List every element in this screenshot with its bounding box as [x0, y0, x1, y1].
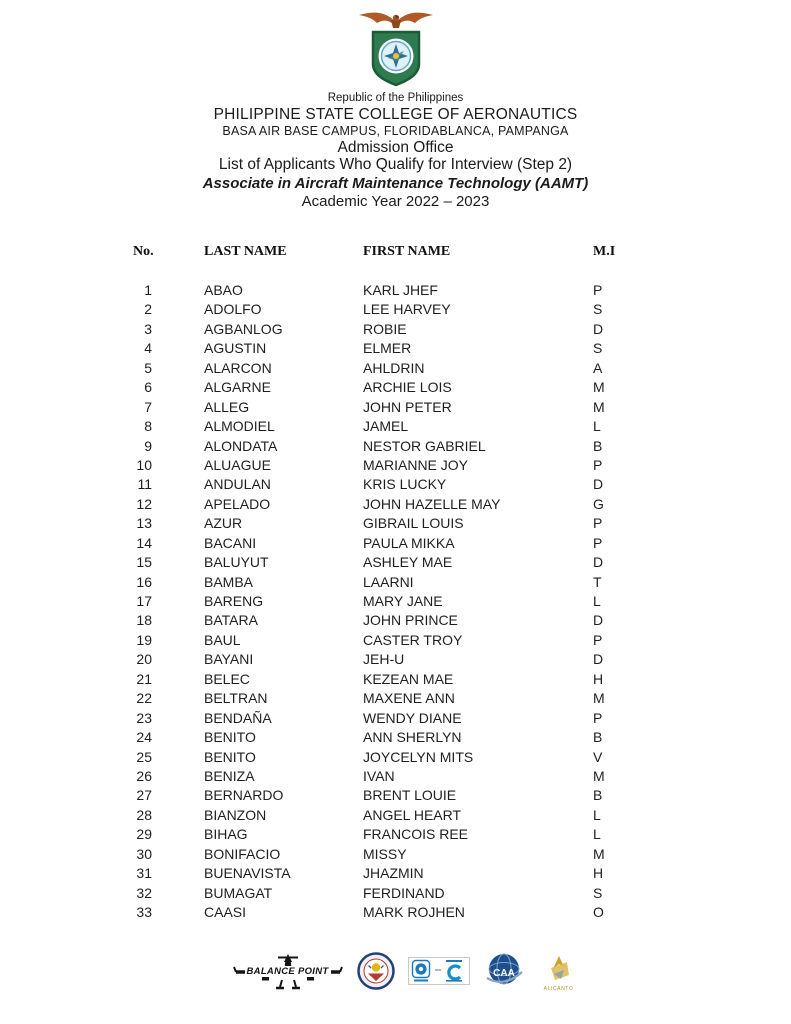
cell-middle-initial: M [593, 379, 605, 396]
academic-year: Academic Year 2022 – 2023 [301, 193, 490, 210]
cell-number: 14 [136, 534, 152, 551]
cell-number: 4 [144, 340, 152, 357]
cell-middle-initial: H [593, 865, 604, 882]
cell-middle-initial: D [593, 320, 604, 337]
table-row [122, 439, 662, 458]
balance-point-label: BALANCE POINT [246, 965, 329, 977]
cell-number: 29 [136, 826, 152, 843]
philippine-seal-logo [357, 952, 395, 995]
cell-last-name: ANDULAN [204, 476, 271, 493]
cell-number: 33 [136, 904, 152, 920]
cell-first-name: ROBIE [363, 320, 407, 337]
cell-first-name: JOHN HAZELLE MAY [363, 495, 501, 512]
cell-number: 2 [144, 301, 152, 318]
cell-number: 30 [136, 845, 152, 862]
cell-number: 32 [136, 884, 152, 901]
table-row [122, 536, 662, 555]
caa-globe-logo [483, 950, 525, 997]
applicants-table-body [122, 283, 662, 924]
table-row [122, 827, 662, 846]
table-row [122, 613, 662, 632]
cell-first-name: JOHN PETER [363, 398, 452, 415]
cell-first-name: ASHLEY MAE [363, 554, 453, 571]
cell-middle-initial: B [593, 729, 603, 746]
table-row [122, 516, 662, 535]
cell-last-name: ALONDATA [204, 437, 278, 454]
table-row [122, 886, 662, 905]
table-row [122, 866, 662, 885]
cell-middle-initial: G [593, 495, 604, 512]
table-row [122, 730, 662, 749]
cell-first-name: IVAN [363, 767, 395, 784]
cell-middle-initial: D [593, 651, 604, 668]
cell-last-name: AGBANLOG [204, 320, 283, 337]
cell-first-name: MARY JANE [363, 593, 443, 609]
cell-middle-initial: V [593, 748, 603, 765]
cell-number: 23 [136, 709, 152, 726]
table-row [122, 341, 662, 360]
cell-first-name: MARK ROJHEN [363, 904, 465, 920]
philsca-eagle-shield-seal-icon [350, 6, 442, 95]
cell-last-name: BELTRAN [204, 690, 268, 707]
iso-certification-marks [408, 957, 470, 990]
cell-first-name: JHAZMIN [363, 865, 424, 882]
alicanto-label: ALICANTO [543, 986, 574, 992]
cell-last-name: BONIFACIO [204, 845, 281, 862]
cell-last-name: BIHAG [204, 826, 248, 843]
balance-point-airplane-logo [232, 951, 344, 997]
cell-last-name: CAASI [204, 904, 247, 920]
cell-middle-initial: S [593, 301, 603, 318]
cell-middle-initial: S [593, 884, 603, 901]
cell-last-name: BAYANI [204, 651, 254, 668]
table-row [122, 283, 662, 302]
cell-number: 9 [144, 437, 152, 454]
cell-middle-initial: P [593, 515, 603, 532]
office-line: Admission Office [337, 139, 454, 156]
caa-label: CAA [492, 968, 515, 979]
cell-middle-initial: P [593, 534, 603, 551]
cell-last-name: BAUL [204, 631, 241, 648]
cell-number: 28 [136, 806, 152, 823]
cell-last-name: ALGARNE [204, 379, 271, 396]
table-row [122, 458, 662, 477]
cell-number: 24 [136, 729, 152, 746]
cell-number: 27 [136, 787, 152, 804]
cell-first-name: LEE HARVEY [363, 301, 451, 318]
table-row [122, 477, 662, 496]
cell-middle-initial: S [593, 340, 603, 357]
cell-middle-initial: B [593, 437, 603, 454]
column-header-mi: M.I [593, 244, 616, 259]
cell-number: 21 [136, 670, 152, 687]
table-row [122, 419, 662, 438]
cell-first-name: ARCHIE LOIS [363, 379, 452, 396]
cell-number: 1 [144, 282, 152, 298]
cell-first-name: MISSY [363, 845, 407, 862]
column-header-last: LAST NAME [204, 244, 287, 259]
cell-first-name: JAMEL [363, 418, 409, 435]
table-row [122, 808, 662, 827]
cell-first-name: JEH-U [363, 651, 405, 668]
cell-first-name: JOHN PRINCE [363, 612, 458, 629]
cell-last-name: AZUR [204, 515, 243, 532]
cell-last-name: ALUAGUE [204, 456, 271, 473]
cell-first-name: BRENT LOUIE [363, 787, 457, 804]
cell-number: 11 [137, 476, 152, 493]
table-row [122, 555, 662, 574]
cell-middle-initial: L [593, 806, 601, 823]
table-row [122, 361, 662, 380]
table-row [122, 302, 662, 321]
table-row [122, 652, 662, 671]
cell-middle-initial: D [593, 612, 604, 629]
cell-middle-initial: A [593, 359, 603, 376]
cell-first-name: PAULA MIKKA [363, 534, 455, 551]
cell-middle-initial: L [593, 418, 601, 435]
cell-first-name: ANGEL HEART [363, 806, 462, 823]
table-row [122, 672, 662, 691]
cell-last-name: AGUSTIN [204, 340, 267, 357]
cell-first-name: FERDINAND [363, 884, 445, 901]
cell-number: 8 [144, 418, 152, 435]
cell-last-name: APELADO [204, 495, 271, 512]
college-name: PHILIPPINE STATE COLLEGE OF AERONAUTICS [213, 106, 578, 123]
cell-first-name: KARL JHEF [363, 282, 438, 298]
cell-number: 10 [136, 456, 152, 473]
cell-last-name: BERNARDO [204, 787, 284, 804]
cell-number: 17 [136, 593, 152, 609]
footer-logos [10, 950, 791, 997]
cell-number: 16 [136, 573, 152, 590]
cell-last-name: ALLEG [204, 398, 250, 415]
cell-number: 22 [136, 690, 152, 707]
cell-number: 19 [136, 631, 152, 648]
column-header-first: FIRST NAME [363, 244, 451, 259]
cell-number: 3 [144, 320, 152, 337]
cell-first-name: WENDY DIANE [363, 709, 462, 726]
cell-number: 12 [136, 495, 152, 512]
cell-first-name: CASTER TROY [363, 631, 463, 648]
table-row [122, 750, 662, 769]
cell-number: 6 [144, 379, 152, 396]
cell-last-name: ADOLFO [204, 301, 262, 318]
cell-number: 5 [144, 359, 152, 376]
cell-middle-initial: H [593, 670, 604, 687]
cell-last-name: BELEC [204, 670, 250, 687]
table-row [122, 905, 662, 924]
cell-last-name: BUENAVISTA [204, 865, 291, 882]
list-title: List of Applicants Who Qualify for Interview (Step 2) [218, 156, 573, 173]
cell-last-name: BENITO [204, 748, 256, 765]
cell-number: 26 [136, 767, 152, 784]
cell-number: 25 [136, 748, 152, 765]
column-header-no: No. [133, 244, 154, 259]
cell-middle-initial: L [593, 593, 601, 609]
program-title: Associate in Aircraft Maintenance Technology (AAMT) [202, 175, 589, 192]
document-header [0, 92, 791, 211]
cell-last-name: ABAO [204, 282, 243, 298]
cell-middle-initial: P [593, 282, 603, 298]
cell-middle-initial: D [593, 476, 604, 493]
table-row [122, 769, 662, 788]
table-row [122, 633, 662, 652]
cell-last-name: ALARCON [204, 359, 272, 376]
cell-last-name: BUMAGAT [204, 884, 273, 901]
alicanto-logo [538, 955, 580, 992]
cell-last-name: BIANZON [204, 806, 267, 823]
cell-first-name: KRIS LUCKY [363, 476, 447, 493]
cell-number: 13 [136, 515, 152, 532]
seal-container [0, 6, 791, 95]
table-row [122, 847, 662, 866]
cell-first-name: GIBRAIL LOUIS [363, 515, 464, 532]
cell-middle-initial: L [593, 826, 601, 843]
cell-middle-initial: M [593, 845, 605, 862]
cell-last-name: BENITO [204, 729, 256, 746]
table-row [122, 497, 662, 516]
table-row [122, 380, 662, 399]
republic-line: Republic of the Philippines [327, 92, 464, 104]
cell-last-name: BALUYUT [204, 554, 269, 571]
table-row [122, 691, 662, 710]
cell-last-name: BENIZA [204, 767, 255, 784]
cell-last-name: BENDAÑA [204, 709, 272, 726]
campus-line: BASA AIR BASE CAMPUS, FLORIDABLANCA, PAMPANGA [222, 124, 569, 138]
cell-last-name: ALMODIEL [204, 418, 275, 435]
cell-first-name: JOYCELYN MITS [363, 748, 474, 765]
cell-first-name: MAXENE ANN [363, 690, 455, 707]
cell-middle-initial: M [593, 690, 605, 707]
table-row [122, 594, 662, 613]
cell-middle-initial: P [593, 631, 603, 648]
cell-number: 18 [136, 612, 152, 629]
cell-first-name: ELMER [363, 340, 412, 357]
table-row [122, 400, 662, 419]
cell-middle-initial: M [593, 398, 605, 415]
cell-first-name: NESTOR GABRIEL [363, 437, 486, 454]
table-row [122, 575, 662, 594]
cell-middle-initial: B [593, 787, 603, 804]
table-row [122, 322, 662, 341]
cell-number: 20 [136, 651, 152, 668]
cell-first-name: MARIANNE JOY [363, 456, 469, 473]
cell-first-name: AHLDRIN [363, 359, 425, 376]
table-row [122, 711, 662, 730]
cell-middle-initial: M [593, 767, 605, 784]
cell-number: 31 [136, 865, 152, 882]
cell-middle-initial: P [593, 709, 603, 726]
cell-middle-initial: D [593, 554, 604, 571]
table-header-row [122, 244, 662, 260]
cell-number: 15 [136, 554, 152, 571]
cell-middle-initial: T [593, 573, 602, 590]
cell-first-name: ANN SHERLYN [363, 729, 462, 746]
cell-first-name: KEZEAN MAE [363, 670, 454, 687]
cell-last-name: BAMBA [204, 573, 254, 590]
cell-first-name: LAARNI [363, 573, 414, 590]
cell-middle-initial: P [593, 456, 603, 473]
cell-last-name: BATARA [204, 612, 258, 629]
table-row [122, 788, 662, 807]
cell-last-name: BARENG [204, 593, 264, 609]
cell-first-name: FRANCOIS REE [363, 826, 469, 843]
cell-middle-initial: O [593, 904, 604, 920]
cell-number: 7 [144, 398, 152, 415]
cell-last-name: BACANI [204, 534, 257, 551]
